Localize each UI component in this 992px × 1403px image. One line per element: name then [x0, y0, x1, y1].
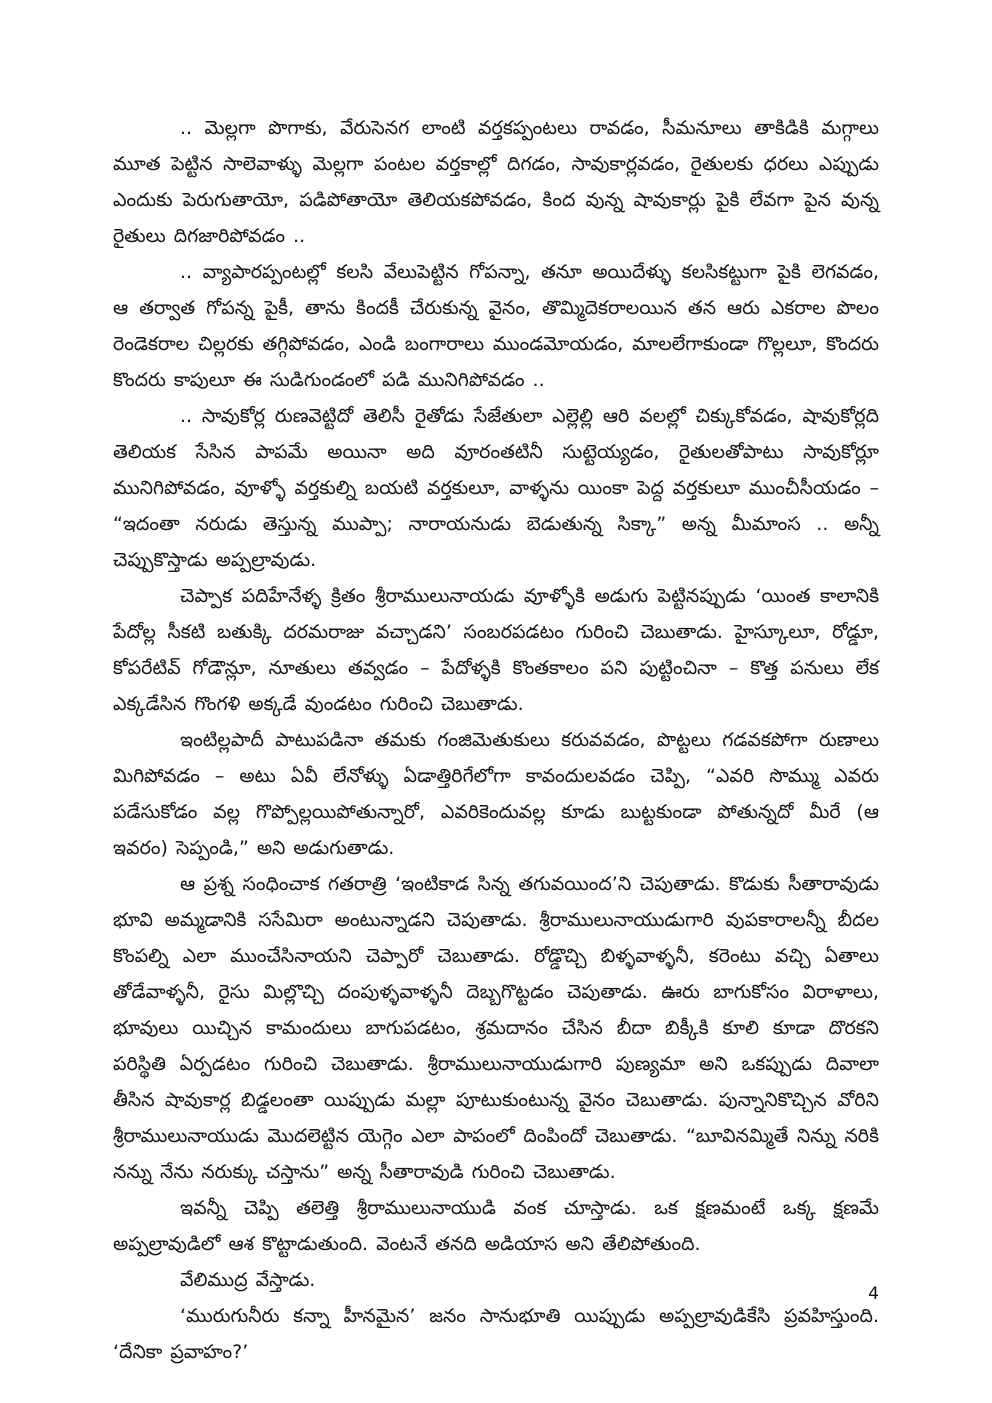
paragraph-5: ఇంటిల్లపాదీ పాటుపడినా తమకు గంజిమెతుకులు కరువవడం, పొట్టలు గడవకపోగా రుణాలు మిగిపోవడం – అటు ఏవీ లేనోళ్ళు ఏడాత్తిరిగేలోగా కావందులవడం చెప్పి, “ఎవరి సొమ్ము ఎవరు పడేసుకోడం వల్ల గొప్పోల్లయిపోతున్నారో, ఎవరికెందువల్ల కూడు బుట్టకుండా పోతున్నదో మీరే (ఆ ఇవరం) సెప్పండి,” అని అడుగుతాడు.: [113, 729, 879, 859]
paragraph-4: చెప్పాక పదిహేనేళ్ళ క్రితం శ్రీరాములునాయడు వూళ్ళోకి అడుగు పెట్టినప్పుడు ‘యింత కాలానికి పేదోల్ల సీకటి బతుక్కి దరమరాజు వచ్చాడని’ సంబరపడటం గురించి చెబుతాడు. హైస్కూలూ, రోడ్డూ, కోపరేటివ్ గోడౌన్లూ, నూతులు తవ్వడం – పేదోళ్ళకి కొంతకాలం పని పుట్టించినా – కొత్త పనులు లేక ఎక్కడేసిన గొంగళి అక్కడే వుండటం గురించి చెబుతాడు.: [113, 585, 879, 715]
page-number: 4: [868, 1284, 879, 1304]
paragraph-2: .. వ్యాపారప్పంటల్లో కలసి వేలుపెట్టిన గోపన్నా, తనూ అయిదేళ్ళు కలసికట్టుగా పైకి లెగవడం, ఆ తర్వాత గోపన్న పైకీ, తాను కిందకీ చేరుకున్న వైనం, తొమ్మిదెకరాలయిన తన ఆరు ఎకరాల పొలం రెండెకరాల చిల్లరకు తగ్గిపోవడం, ఎండి బంగారాలు ముండమోయడం, మాలలేగాకుండా గొల్లలూ, కొందరు కొందరు కాపులూ ఈ సుడిగుండంలో పడి మునిగిపోవడం ..: [113, 261, 879, 391]
paragraph-6: ఆ ప్రశ్న సంధించాక గతరాత్రి ‘ఇంటికాడ సిన్న తగువయింద’ని చెపుతాడు. కొడుకు సీతారావుడు భూవి అమ్మడానికి ససేమిరా అంటున్నాడని చెపుతాడు. శ్రీరాములునాయుడుగారి వుపకారాలన్నీ బీదల కొంపల్ని ఎలా ముంచేసినాయని చెప్పారో చెబుతాడు. రోడ్డొచ్చి బిళ్ళవాళ్ళనీ, కరెంటు వచ్చి ఏతాలు తోడేవాళ్ళనీ, రైసు మిల్లొచ్చి దంపుళ్ళవాళ్ళనీ దెబ్బగొట్టడం చెపుతాడు. ఊరు బాగుకోసం విరాళాలు, భూవులు యిచ్చిన కామందులు బాగుపడటం, శ్రమదానం చేసిన బీదా బిక్కీకి కూలి కూడా దొరకని పరిస్థితి ఏర్పడటం గురించి చెబుతాడు. శ్రీరాములునాయుడుగారి పుణ్యమా అని ఒకప్పుడు దివాలా తీసిన షావుకార్ల బిడ్డలంతా యిప్పుడు మల్లా పూటుకుంటున్న వైనం చెబుతాడు. పున్నానికొచ్చిన వోరిని శ్రీరాములునాయుడు మొదలెట్టిన యెగ్గెం ఎలా పాపంలో దింపిందో చెబుతాడు. “బూవినమ్మితే నిన్ను నరికి నన్ను నేను నరుక్కు చస్తాను” అన్న సీతారావుడి గురించి చెబుతాడు.: [113, 873, 879, 1183]
paragraph-1: .. మెల్లగా పొగాకు, వేరుసెనగ లాంటి వర్తకప్పంటలు రావడం, సీమనూలు తాకిడికి మగ్గాలు మూత పెట్టిన సాలెవాళ్ళు మెల్లగా పంటల వర్తకాల్లో దిగడం, సావుకార్లవడం, రైతులకు ధరలు ఎప్పుడు ఎందుకు పెరుగుతాయో, పడిపోతాయో తెలియకపోవడం, కింద వున్న షావుకార్లు పైకి లేవగా పైన వున్న రైతులు దిగజారిపోవడం ..: [113, 117, 879, 247]
document-body: [113, 110, 879, 1370]
paragraph-3: .. సావుకోర్ల రుణవెట్టిదో తెలిసీ రైతోడు సేజేతులా ఎల్లెల్లి ఆరి వలల్లో చిక్కుకోవడం, షావుకోర్లది తెలియక సేసిన పాపమే అయినా అది వూరంతటినీ సుట్టెయ్యడం, రైతులతోపాటు సావుకోర్లూ మునిగిపోవడం, వూళ్ళో వర్తకుల్ని బయటి వర్తకులూ, వాళ్ళను యింకా పెద్ద వర్తకులూ ముంచీసీయడం – “ఇదంతా నరుడు తెస్తున్న ముప్పా; నారాయనుడు బెడుతున్న సిక్కా” అన్న మీమాంస .. అన్నీ చెప్పుకొస్తాడు అప్పల్రావుడు.: [113, 405, 879, 571]
paragraph-8: వేలిముద్ర వేస్తాడు.: [180, 1269, 316, 1291]
paragraph-9: ‘మురుగునీరు కన్నా హీనమైన’ జనం సానుభూతి యిప్పుడు అప్పల్రావుడికేసి ప్రవహిస్తుంది. ‘దేనికా ప్రవాహం?’: [113, 1305, 879, 1363]
paragraph-7: ఇవన్నీ చెప్పి తలెత్తి శ్రీరాములునాయుడి వంక చూస్తాడు. ఒక క్షణమంటే ఒక్క క్షణమే అప్పల్రావుడిలో ఆశ కొట్టాడుతుంది. వెంటనే తనది అడియాస అని తేలిపోతుంది.: [113, 1197, 879, 1255]
